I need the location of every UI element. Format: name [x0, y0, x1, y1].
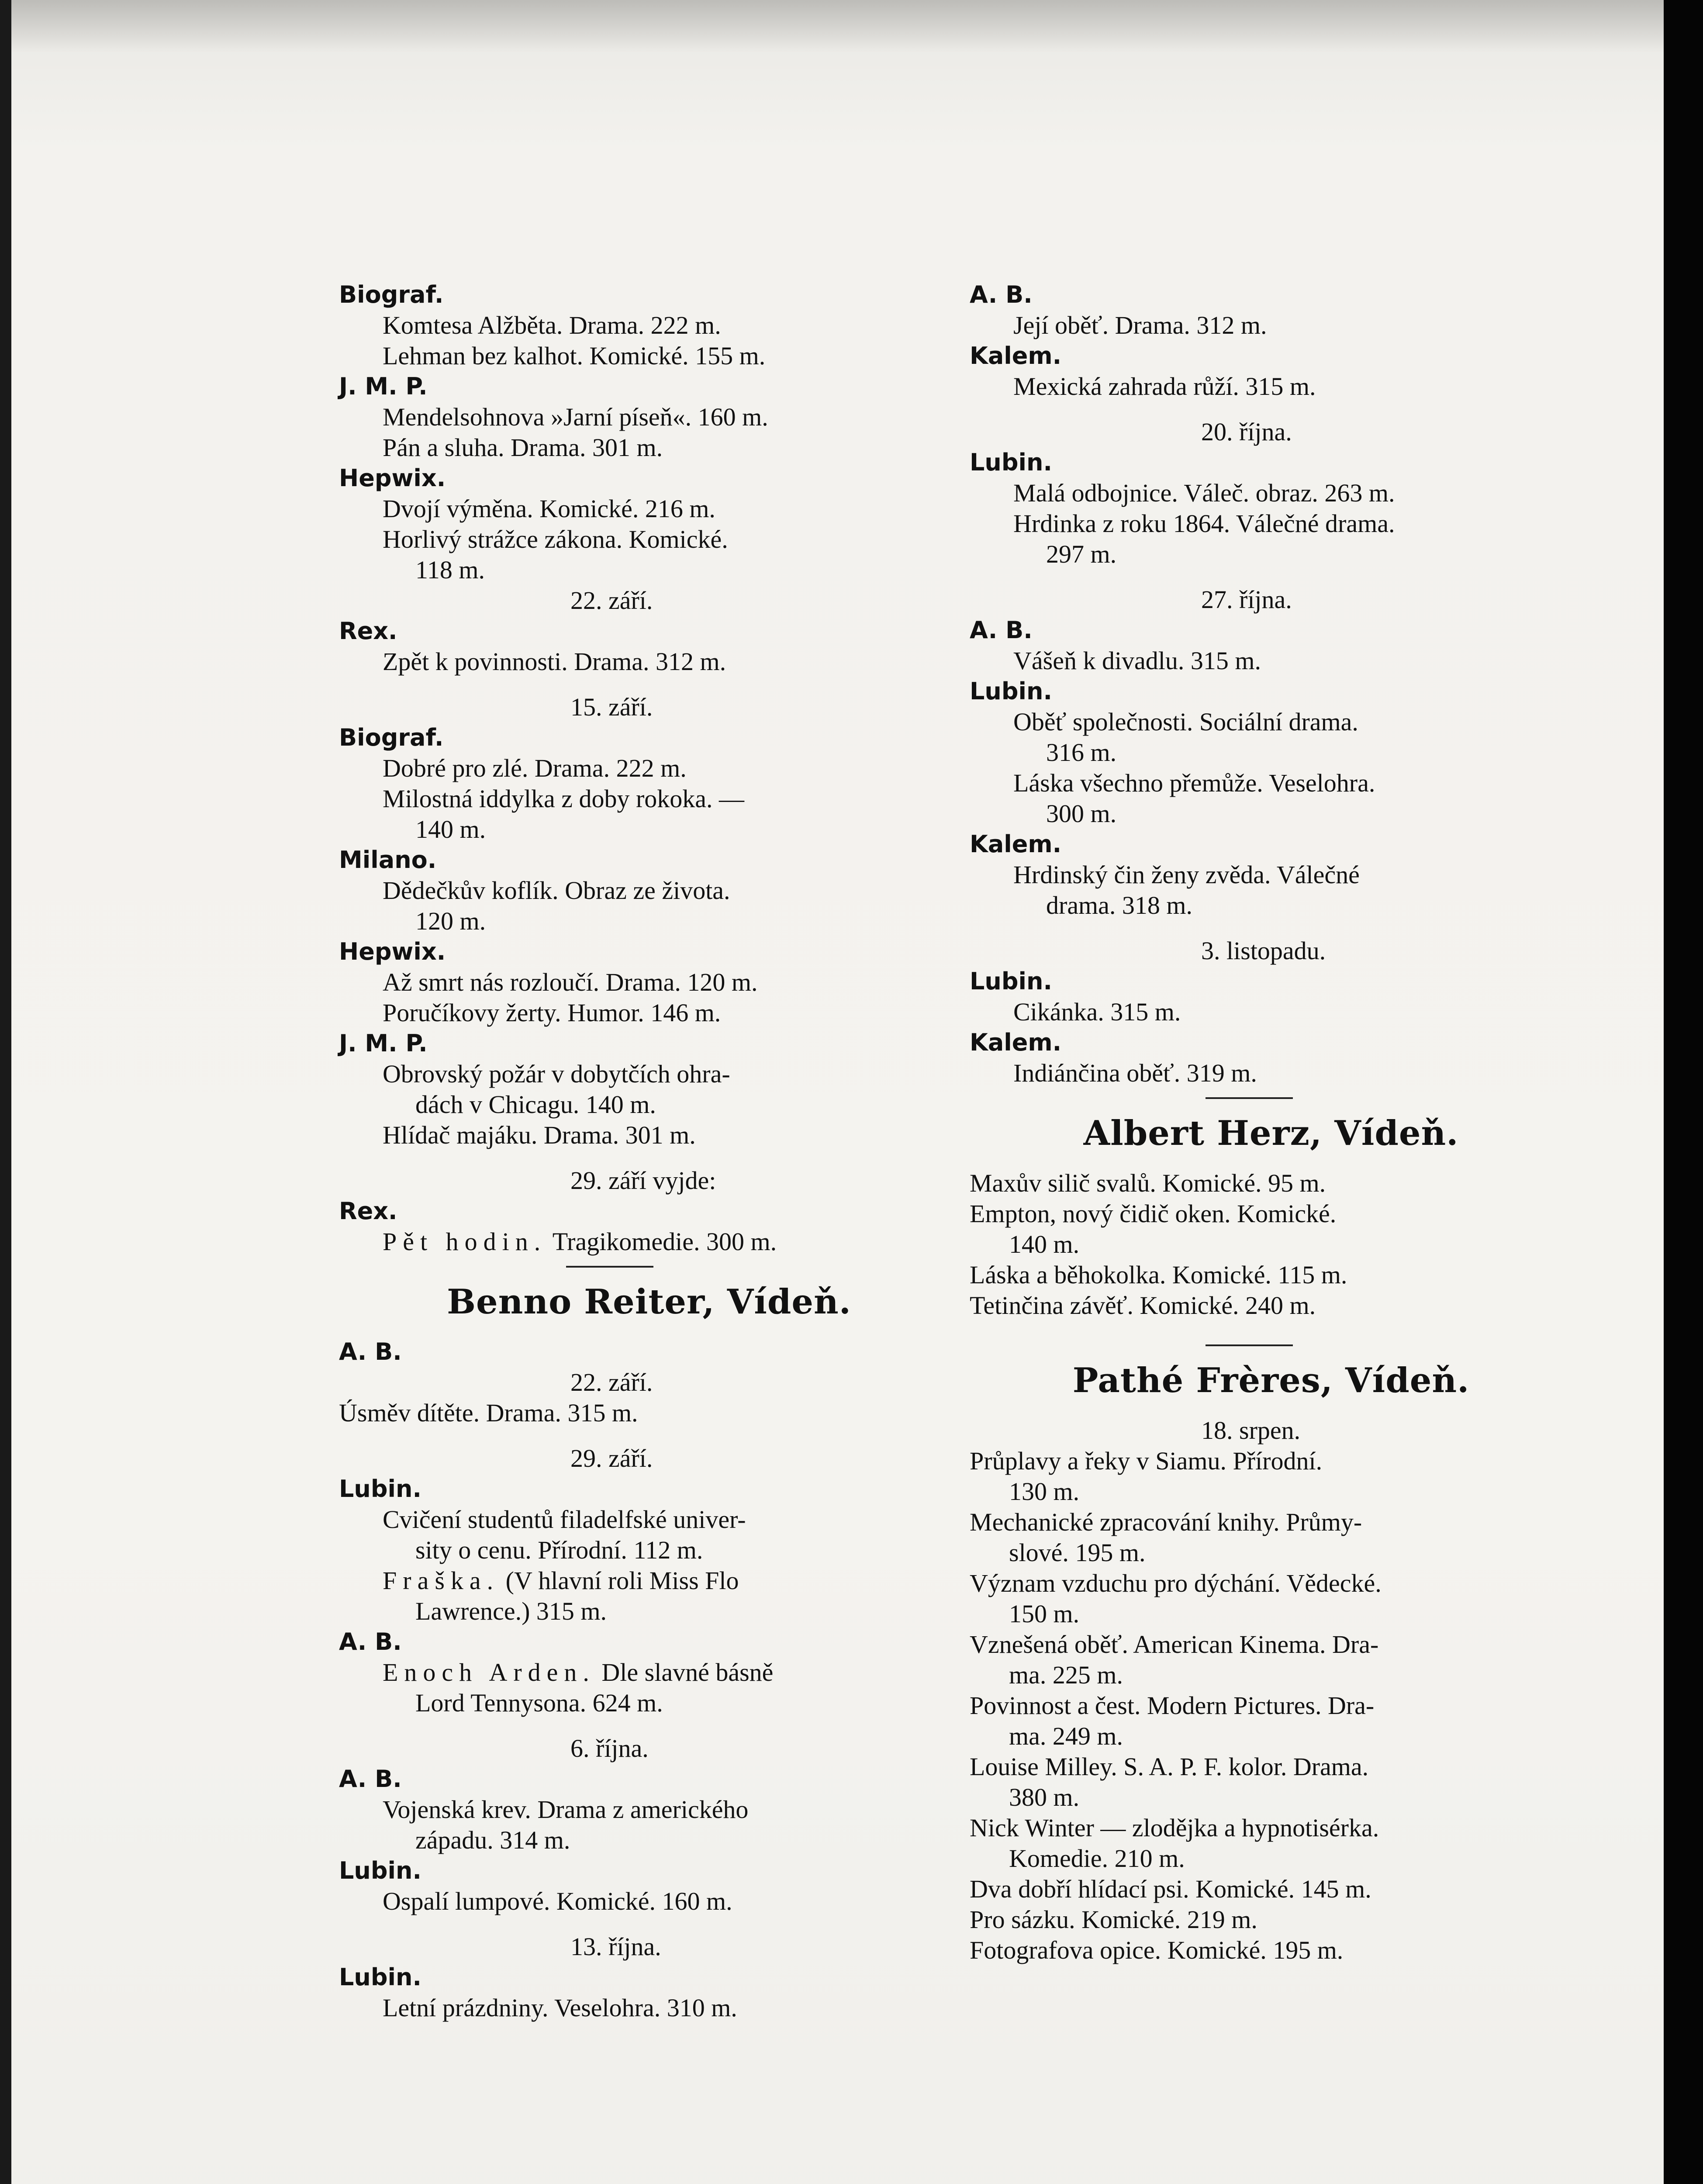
film-entry-continuation: 140 m. [415, 815, 486, 843]
film-entry: Mendelsohnova »Jarní píseň«. 160 m. [383, 403, 768, 431]
film-entry: Fotografova opice. Komické. 195 m. [970, 1936, 1344, 1964]
film-entry [339, 1657, 959, 1688]
film-title-spaced: Fraška. [383, 1566, 500, 1595]
film-entry: Ospalí lumpové. Komické. 160 m. [383, 1887, 732, 1915]
page-right-edge [1664, 0, 1703, 2184]
release-date: 27. října. [1201, 585, 1292, 614]
film-entry: Milostná iddylka z doby rokoka. — [383, 784, 745, 813]
section-heading: Albert Herz, Vídeň. [1083, 1113, 1459, 1153]
film-entry: Dědečkův koflík. Obraz ze života. [383, 876, 730, 905]
spacer [970, 1099, 1572, 1114]
spacer [339, 1428, 959, 1443]
section-heading: Pathé Frères, Vídeň. [1072, 1361, 1470, 1400]
film-entry: Poručíkovy žerty. Humor. 146 m. [383, 999, 721, 1027]
film-entry: Její oběť. Drama. 312 m. [1013, 311, 1267, 339]
spacer [970, 1153, 1572, 1168]
film-entry: Vznešená oběť. American Kinema. Dra- [970, 1630, 1379, 1659]
film-entry [339, 1227, 959, 1257]
film-entry-continuation: Lord Tennysona. 624 m. [415, 1689, 663, 1717]
film-entry-continuation: ma. 249 m. [1009, 1722, 1123, 1750]
distributor-name: Lubin. [970, 677, 1052, 705]
distributor-name: A. B. [339, 1338, 402, 1365]
film-entry-continuation: 118 m. [415, 556, 485, 584]
film-entry: Maxův silič svalů. Komické. 95 m. [970, 1169, 1326, 1197]
film-entry: Láska všechno přemůže. Veselohra. [1013, 769, 1375, 797]
film-entry: Obrovský požár v dobytčích ohra- [383, 1060, 730, 1088]
film-entry: Nick Winter — zlodějka a hypnotisérka. [970, 1814, 1379, 1842]
spacer [339, 1718, 959, 1733]
film-entry: Indiánčina oběť. 319 m. [1013, 1059, 1257, 1087]
spacer [970, 1321, 1572, 1336]
film-entry-continuation: 120 m. [415, 907, 486, 935]
film-entry: Tetinčina závěť. Komické. 240 m. [970, 1291, 1316, 1320]
spacer [970, 1400, 1572, 1415]
film-entry-continuation: slové. 195 m. [1009, 1538, 1146, 1567]
film-entry: Zpět k povinnosti. Drama. 312 m. [383, 647, 726, 676]
film-entry-continuation: 140 m. [1009, 1230, 1080, 1258]
distributor-name: Lubin. [970, 968, 1052, 995]
film-entry: Hrdinský čin ženy zvěda. Válečné [1013, 860, 1360, 889]
film-entry-continuation: Komedie. 210 m. [1009, 1844, 1185, 1873]
film-entry: Dva dobří hlídací psi. Komické. 145 m. [970, 1875, 1371, 1903]
film-entry: Láska a běhokolka. Komické. 115 m. [970, 1261, 1347, 1289]
spacer [970, 921, 1572, 936]
distributor-name: A. B. [970, 616, 1033, 644]
film-title-spaced: Enoch Arden. [383, 1658, 595, 1686]
film-entry-continuation: 380 m. [1009, 1783, 1080, 1811]
page-top-shadow [0, 0, 1703, 52]
distributor-name: Kalem. [970, 830, 1062, 858]
spacer [970, 1346, 1572, 1361]
release-date: 6. října. [570, 1734, 649, 1762]
film-entry-detail: (V hlavní roli Miss Flo [505, 1566, 739, 1595]
distributor-name: Milano. [339, 846, 437, 874]
distributor-name: A. B. [339, 1628, 402, 1655]
film-entry: Dobré pro zlé. Drama. 222 m. [383, 754, 687, 782]
film-entry: Hlídač majáku. Drama. 301 m. [383, 1121, 696, 1149]
film-entry: Letní prázdniny. Veselohra. 310 m. [383, 1994, 737, 2022]
distributor-name: J. M. P. [339, 1030, 428, 1057]
film-entry-continuation: drama. 318 m. [1046, 891, 1193, 919]
spacer [970, 402, 1572, 417]
spacer [339, 1151, 959, 1165]
film-entry: Vášeň k divadlu. 315 m. [1013, 646, 1261, 675]
film-entry: Cikánka. 315 m. [1013, 998, 1181, 1026]
distributor-name: J. M. P. [339, 373, 428, 400]
film-entry: Pán a sluha. Drama. 301 m. [383, 433, 663, 462]
distributor-name: Lubin. [339, 1475, 421, 1503]
spacer [970, 570, 1572, 584]
release-date: 13. října. [570, 1932, 661, 1961]
spacer [339, 1917, 959, 1932]
film-entry-detail: Tragikomedie. 300 m. [552, 1227, 777, 1256]
film-entry: Průplavy a řeky v Siamu. Přírodní. [970, 1447, 1323, 1475]
distributor-name: Rex. [339, 617, 397, 645]
left-column [339, 280, 959, 2023]
distributor-name: Lubin. [339, 1857, 421, 1884]
film-entry: Malá odbojnice. Váleč. obraz. 263 m. [1013, 479, 1395, 507]
film-entry [339, 1565, 959, 1596]
film-title-spaced: Pět hodin. [383, 1227, 547, 1256]
film-entry-continuation: 130 m. [1009, 1477, 1080, 1506]
release-date: 20. října. [1201, 418, 1292, 446]
release-date: 29. září. [570, 1444, 653, 1472]
film-entry-continuation: dách v Chicagu. 140 m. [415, 1090, 656, 1119]
film-entry-continuation: 300 m. [1046, 799, 1117, 828]
film-entry: Pro sázku. Komické. 219 m. [970, 1905, 1257, 1934]
section-heading: Benno Reiter, Vídeň. [447, 1282, 851, 1322]
film-entry: Až smrt nás rozloučí. Drama. 120 m. [383, 968, 758, 996]
film-entry: Oběť společnosti. Sociální drama. [1013, 708, 1358, 736]
release-date: 15. září. [570, 693, 653, 721]
film-entry: Horlivý strážce zákona. Komické. [383, 525, 728, 553]
page-left-edge [0, 0, 11, 2184]
film-entry-continuation: sity o cenu. Přírodní. 112 m. [415, 1536, 703, 1564]
film-entry: Vojenská krev. Drama z amerického [383, 1795, 749, 1824]
film-entry: Mexická zahrada růží. 315 m. [1013, 372, 1316, 401]
film-entry: Povinnost a čest. Modern Pictures. Dra- [970, 1691, 1375, 1720]
distributor-name: Rex. [339, 1197, 397, 1225]
distributor-name: Kalem. [970, 342, 1062, 370]
distributor-name: Hepwix. [339, 938, 446, 965]
film-entry: Komtesa Alžběta. Drama. 222 m. [383, 311, 721, 339]
distributor-name: Hepwix. [339, 464, 446, 492]
film-entry: Hrdinka z roku 1864. Válečné drama. [1013, 509, 1395, 538]
release-date: 22. září. [570, 586, 653, 615]
film-entry-continuation: 297 m. [1046, 540, 1117, 568]
film-entry: Úsměv dítěte. Drama. 315 m. [339, 1399, 638, 1427]
distributor-name: A. B. [970, 281, 1033, 308]
distributor-name: Lubin. [339, 1963, 421, 1991]
release-date: 22. září. [570, 1368, 653, 1396]
film-entry-continuation: 316 m. [1046, 738, 1117, 767]
film-entry: Mechanické zpracování knihy. Průmy- [970, 1508, 1362, 1536]
film-entry: Cvičení studentů filadelfské univer- [383, 1505, 746, 1534]
release-date: 3. listopadu. [1201, 936, 1326, 965]
film-entry: Lehman bez kalhot. Komické. 155 m. [383, 342, 766, 370]
spacer [339, 1268, 959, 1282]
film-entry: Dvojí výměna. Komické. 216 m. [383, 494, 715, 523]
film-entry: Význam vzduchu pro dýchání. Vědecké. [970, 1569, 1382, 1597]
distributor-name: Biograf. [339, 724, 444, 751]
film-entry-continuation: 150 m. [1009, 1600, 1080, 1628]
film-entry: Louise Milley. S. A. P. F. kolor. Drama. [970, 1752, 1369, 1781]
distributor-name: A. B. [339, 1765, 402, 1793]
right-column [970, 280, 1572, 1966]
spacer [339, 677, 959, 692]
film-entry: Empton, nový čidič oken. Komické. [970, 1199, 1337, 1228]
distributor-name: Kalem. [970, 1029, 1062, 1056]
spacer [339, 1322, 959, 1337]
film-entry-detail: Dle slavné básně [601, 1658, 774, 1686]
release-date: 18. srpen. [1201, 1416, 1301, 1444]
film-entry-continuation: ma. 225 m. [1009, 1661, 1123, 1689]
film-entry-continuation: západu. 314 m. [415, 1826, 570, 1854]
film-entry-continuation: Lawrence.) 315 m. [415, 1597, 607, 1625]
distributor-name: Biograf. [339, 281, 444, 308]
distributor-name: Lubin. [970, 449, 1052, 476]
release-date: 29. září vyjde: [570, 1166, 716, 1195]
